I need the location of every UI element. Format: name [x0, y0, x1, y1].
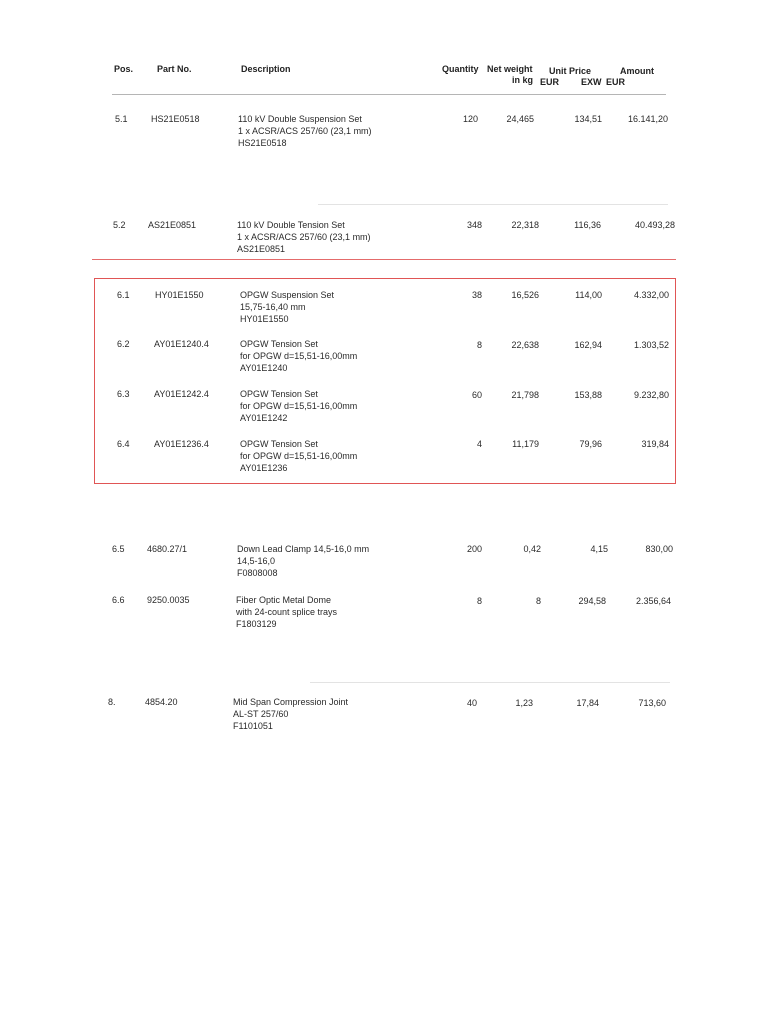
- row-unit-price: 17,84: [576, 698, 599, 708]
- header-eur-2: EUR: [606, 77, 626, 87]
- row-amount: 713,60: [638, 698, 666, 708]
- row-amount: 2.356,64: [635, 596, 671, 606]
- row-description: OPGW Tension Set for OPGW d=15,51-16,00mm AY01E1236: [240, 439, 358, 473]
- row-part-no: AS21E0851: [148, 220, 197, 230]
- row-pos: 5.2: [113, 220, 126, 230]
- row-description: OPGW Tension Set for OPGW d=15,51-16,00mm AY01E1240: [240, 339, 358, 373]
- row-separator: [318, 204, 668, 205]
- row-part-no: 4854.20: [145, 697, 178, 707]
- row-part-no: 4680.27/1: [147, 544, 188, 554]
- row-quantity: 60: [471, 390, 482, 400]
- header-amount: Amount: [620, 66, 654, 76]
- row-quantity: 200: [466, 544, 482, 554]
- row-unit-price: 116,36: [574, 220, 601, 230]
- row-description: OPGW Suspension Set 15,75-16,40 mm HY01E1550: [240, 290, 335, 324]
- row-part-no: AY01E1242.4: [154, 389, 209, 399]
- header-eur-1: EUR: [540, 77, 560, 87]
- row-weight: 22,638: [511, 340, 539, 350]
- header-exw: EXW: [581, 77, 602, 87]
- row-pos: 5.1: [115, 114, 128, 124]
- header-pos: Pos.: [114, 64, 134, 74]
- row-amount: 9.232,80: [633, 390, 669, 400]
- row-quantity: 8: [476, 340, 482, 350]
- row-weight: 16,526: [511, 290, 539, 300]
- row-quantity: 348: [466, 220, 482, 230]
- row-amount: 16.141,20: [627, 114, 668, 124]
- row-quantity: 4: [476, 439, 482, 449]
- row-weight: 1,23: [515, 698, 533, 708]
- row-weight: 24,465: [506, 114, 534, 124]
- row-pos: 6.3: [117, 389, 130, 399]
- row-amount: 319,84: [641, 439, 669, 449]
- row-description: 110 kV Double Tension Set 1 x ACSR/ACS 257/60 (23,1 mm) AS21E0851: [237, 220, 371, 254]
- row-part-no: AY01E1240.4: [154, 339, 209, 349]
- row-unit-price: 153,88: [574, 390, 602, 400]
- red-separator: [92, 259, 676, 260]
- row-part-no: HS21E0518: [151, 114, 200, 124]
- row-weight: 0,42: [523, 544, 541, 554]
- row-part-no: AY01E1236.4: [154, 439, 209, 449]
- row-description: Fiber Optic Metal Dome with 24-count splice trays F1803129: [236, 595, 338, 629]
- row-amount: 830,00: [645, 544, 673, 554]
- row-description: Mid Span Compression Joint AL-ST 257/60 F1101051: [233, 697, 349, 731]
- row-pos: 6.4: [117, 439, 130, 449]
- row-weight: 22,318: [511, 220, 539, 230]
- row-unit-price: 4,15: [590, 544, 608, 554]
- header-unit-price: Unit Price: [549, 66, 592, 76]
- highlight-box: [94, 278, 676, 484]
- row-unit-price: 114,00: [575, 290, 602, 300]
- header-quantity: Quantity: [442, 64, 479, 74]
- header-rule: [112, 94, 666, 95]
- header-description: Description: [241, 64, 291, 74]
- row-unit-price: 79,96: [579, 439, 602, 449]
- header-part-no: Part No.: [157, 64, 192, 74]
- row-pos: 6.2: [117, 339, 130, 349]
- row-quantity: 38: [471, 290, 482, 300]
- row-part-no: 9250.0035: [147, 595, 190, 605]
- row-weight: 11,179: [512, 439, 539, 449]
- row-weight: 21,798: [511, 390, 539, 400]
- row-pos: 6.1: [117, 290, 130, 300]
- row-unit-price: 294,58: [578, 596, 606, 606]
- row-description: 110 kV Double Suspension Set 1 x ACSR/ACS 257/60 (23,1 mm) HS21E0518: [238, 114, 372, 148]
- row-unit-price: 162,94: [574, 340, 602, 350]
- header-net-weight: Net weight: [487, 64, 533, 74]
- header-in-kg: in kg: [512, 75, 534, 85]
- row-pos: 8.: [108, 697, 116, 707]
- row-unit-price: 134,51: [574, 114, 602, 124]
- row-weight: 8: [535, 596, 541, 606]
- row-description: Down Lead Clamp 14,5-16,0 mm 14,5-16,0 F0808008: [237, 544, 370, 578]
- row-amount: 40.493,28: [634, 220, 675, 230]
- row-separator: [310, 682, 670, 683]
- row-pos: 6.5: [112, 544, 125, 554]
- row-quantity: 120: [462, 114, 478, 124]
- row-part-no: HY01E1550: [155, 290, 204, 300]
- row-quantity: 8: [476, 596, 482, 606]
- row-amount: 1.303,52: [633, 340, 669, 350]
- row-quantity: 40: [466, 698, 477, 708]
- row-pos: 6.6: [112, 595, 125, 605]
- row-amount: 4.332,00: [633, 290, 669, 300]
- row-description: OPGW Tension Set for OPGW d=15,51-16,00mm AY01E1242: [240, 389, 358, 423]
